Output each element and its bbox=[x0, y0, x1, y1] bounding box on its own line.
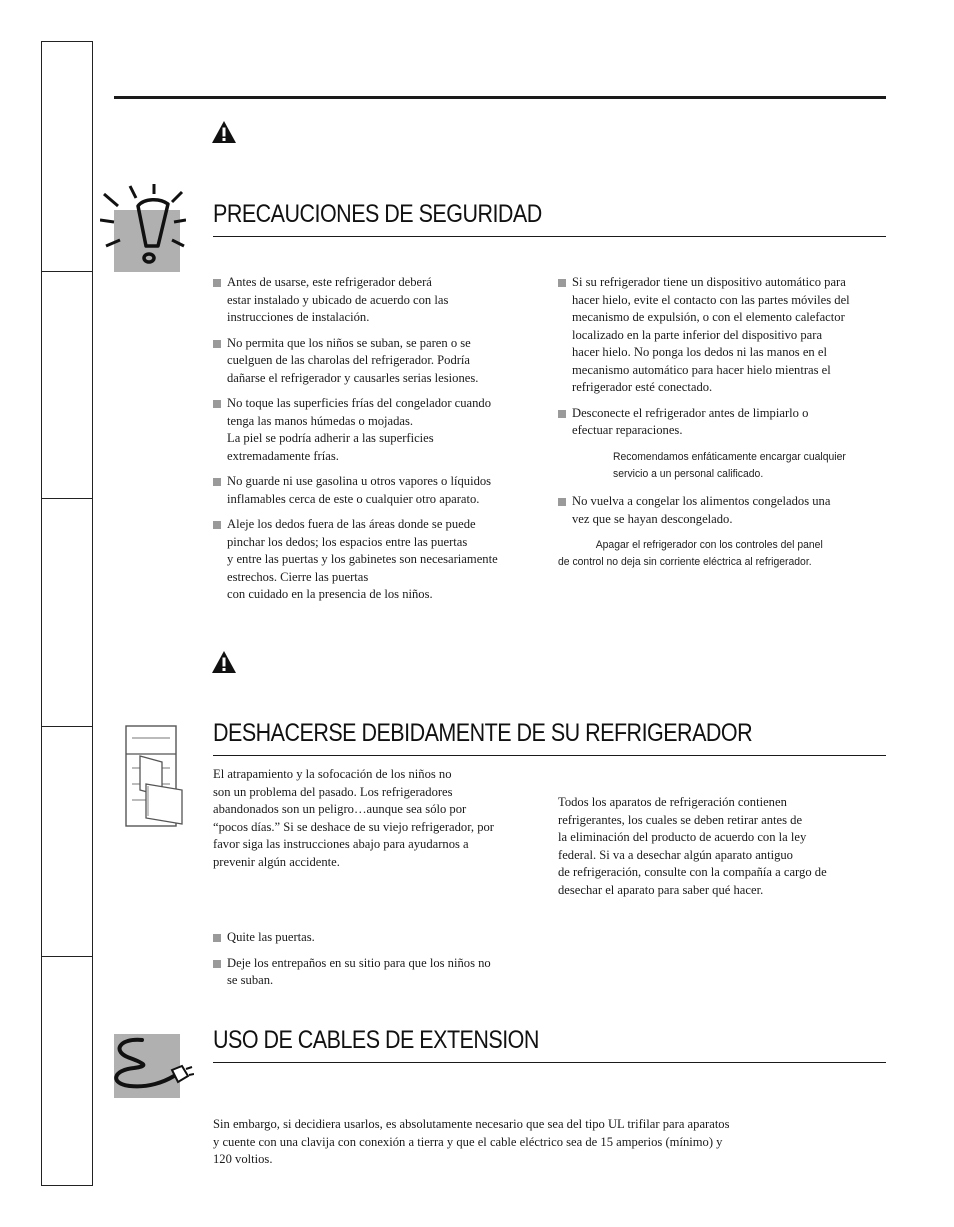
disposal-intro: El atrapamiento y la sofocación de los niños no son un problema del pasado. Los refrigeradores abandonados son un peligro…aunque sea sólo por “pocos días.” Si se deshace de su viejo refrigerador, por favor siga las instrucciones abajo para ayudarnos a prevenir algún accidente. bbox=[213, 767, 495, 869]
tab-divider bbox=[42, 726, 92, 727]
safety-left-column bbox=[213, 274, 543, 612]
disposal-items bbox=[213, 929, 543, 998]
tab-divider bbox=[42, 956, 92, 957]
side-tab-column bbox=[41, 41, 93, 1186]
safety-right-column bbox=[558, 274, 898, 448]
warning-triangle-icon bbox=[211, 650, 237, 674]
note-text: Apagar el refrigerador con los controles del panel de control no deja sin corriente eléctrica al refrigerador. bbox=[558, 539, 823, 568]
warning-triangle-icon bbox=[211, 120, 237, 144]
section-rule bbox=[213, 1062, 886, 1063]
disposal-right-text: Todos los aparatos de refrigeración contienen refrigerantes, los cuales se deben retirar antes de la eliminación del producto de acuerdo con la ley federal. Si va a desechar algún aparato antiguo de refrigeración, consulte con la compañía a cargo de desechar el aparato para saber qué hacer. bbox=[558, 795, 827, 897]
bullet-item: Quite las puertas. bbox=[213, 929, 543, 947]
safety-exclamation-icon bbox=[100, 184, 186, 274]
tab-divider bbox=[42, 498, 92, 499]
bullet-item: Antes de usarse, este refrigerador deberá estar instalado y ubicado de acuerdo con las instrucciones de instalación. bbox=[213, 274, 543, 327]
bullet-item: No toque las superficies frías del congelador cuando tenga las manos húmedas o mojadas. La piel se podría adherir a las superficies extremadamente frías. bbox=[213, 395, 543, 465]
section-title-safety: PRECAUCIONES DE SEGURIDAD bbox=[213, 200, 542, 228]
section-title-disposal: DESHACERSE DEBIDAMENTE DE SU REFRIGERADOR bbox=[213, 719, 753, 747]
bullet-item: No permita que los niños se suban, se paren o se cuelguen de las charolas del refrigerador. Podría dañarse el refrigerador y causarles serias lesiones. bbox=[213, 335, 543, 388]
tab-divider bbox=[42, 271, 92, 272]
extension-text: Sin embargo, si decidiera usarlos, es absolutamente necesario que sea del tipo UL trifilar para aparatos y cuente con una clavija con conexión a tierra y que el cable eléctrico sea de 15 amperios (mínimo) y 120 voltios. bbox=[213, 1117, 730, 1166]
bullet-item: Si su refrigerador tiene un dispositivo automático para hacer hielo, evite el contacto con las partes móviles del mecanismo de expulsión, o con el elemento calefactor localizado en la parte inferior del dispositivo para hacer hielo. No ponga los dedos ni las manos en el mecanismo automático para hacer hielo mientras el refrigerador esté conectado. bbox=[558, 274, 898, 397]
extension-cord-icon bbox=[108, 1032, 194, 1100]
bullet-item: Deje los entrepaños en su sitio para que los niños no se suban. bbox=[213, 955, 543, 990]
header-rule bbox=[114, 96, 886, 99]
section-rule bbox=[213, 755, 886, 756]
section-rule bbox=[213, 236, 886, 237]
bullet-item: Desconecte el refrigerador antes de limpiarlo o efectuar reparaciones. bbox=[558, 405, 898, 440]
bullet-item: No vuelva a congelar los alimentos congelados una vez que se hayan descongelado. bbox=[558, 493, 898, 528]
bullet-item: Aleje los dedos fuera de las áreas donde se puede pinchar los dedos; los espacios entre las puertas y entre las puertas y los gabinetes son necesariamente estrechos. Cierre las puertas con cuidado en la presencia de los niños. bbox=[213, 516, 543, 604]
bullet-item: No guarde ni use gasolina u otros vapores o líquidos inflamables cerca de este o cualquier otro aparato. bbox=[213, 473, 543, 508]
note-text: Recomendamos enfáticamente encargar cualquier servicio a un personal calificado. bbox=[613, 451, 846, 480]
refrigerator-icon bbox=[112, 724, 198, 832]
section-title-extension: USO DE CABLES DE EXTENSION bbox=[213, 1026, 539, 1054]
safety-right-column-2 bbox=[558, 493, 898, 536]
